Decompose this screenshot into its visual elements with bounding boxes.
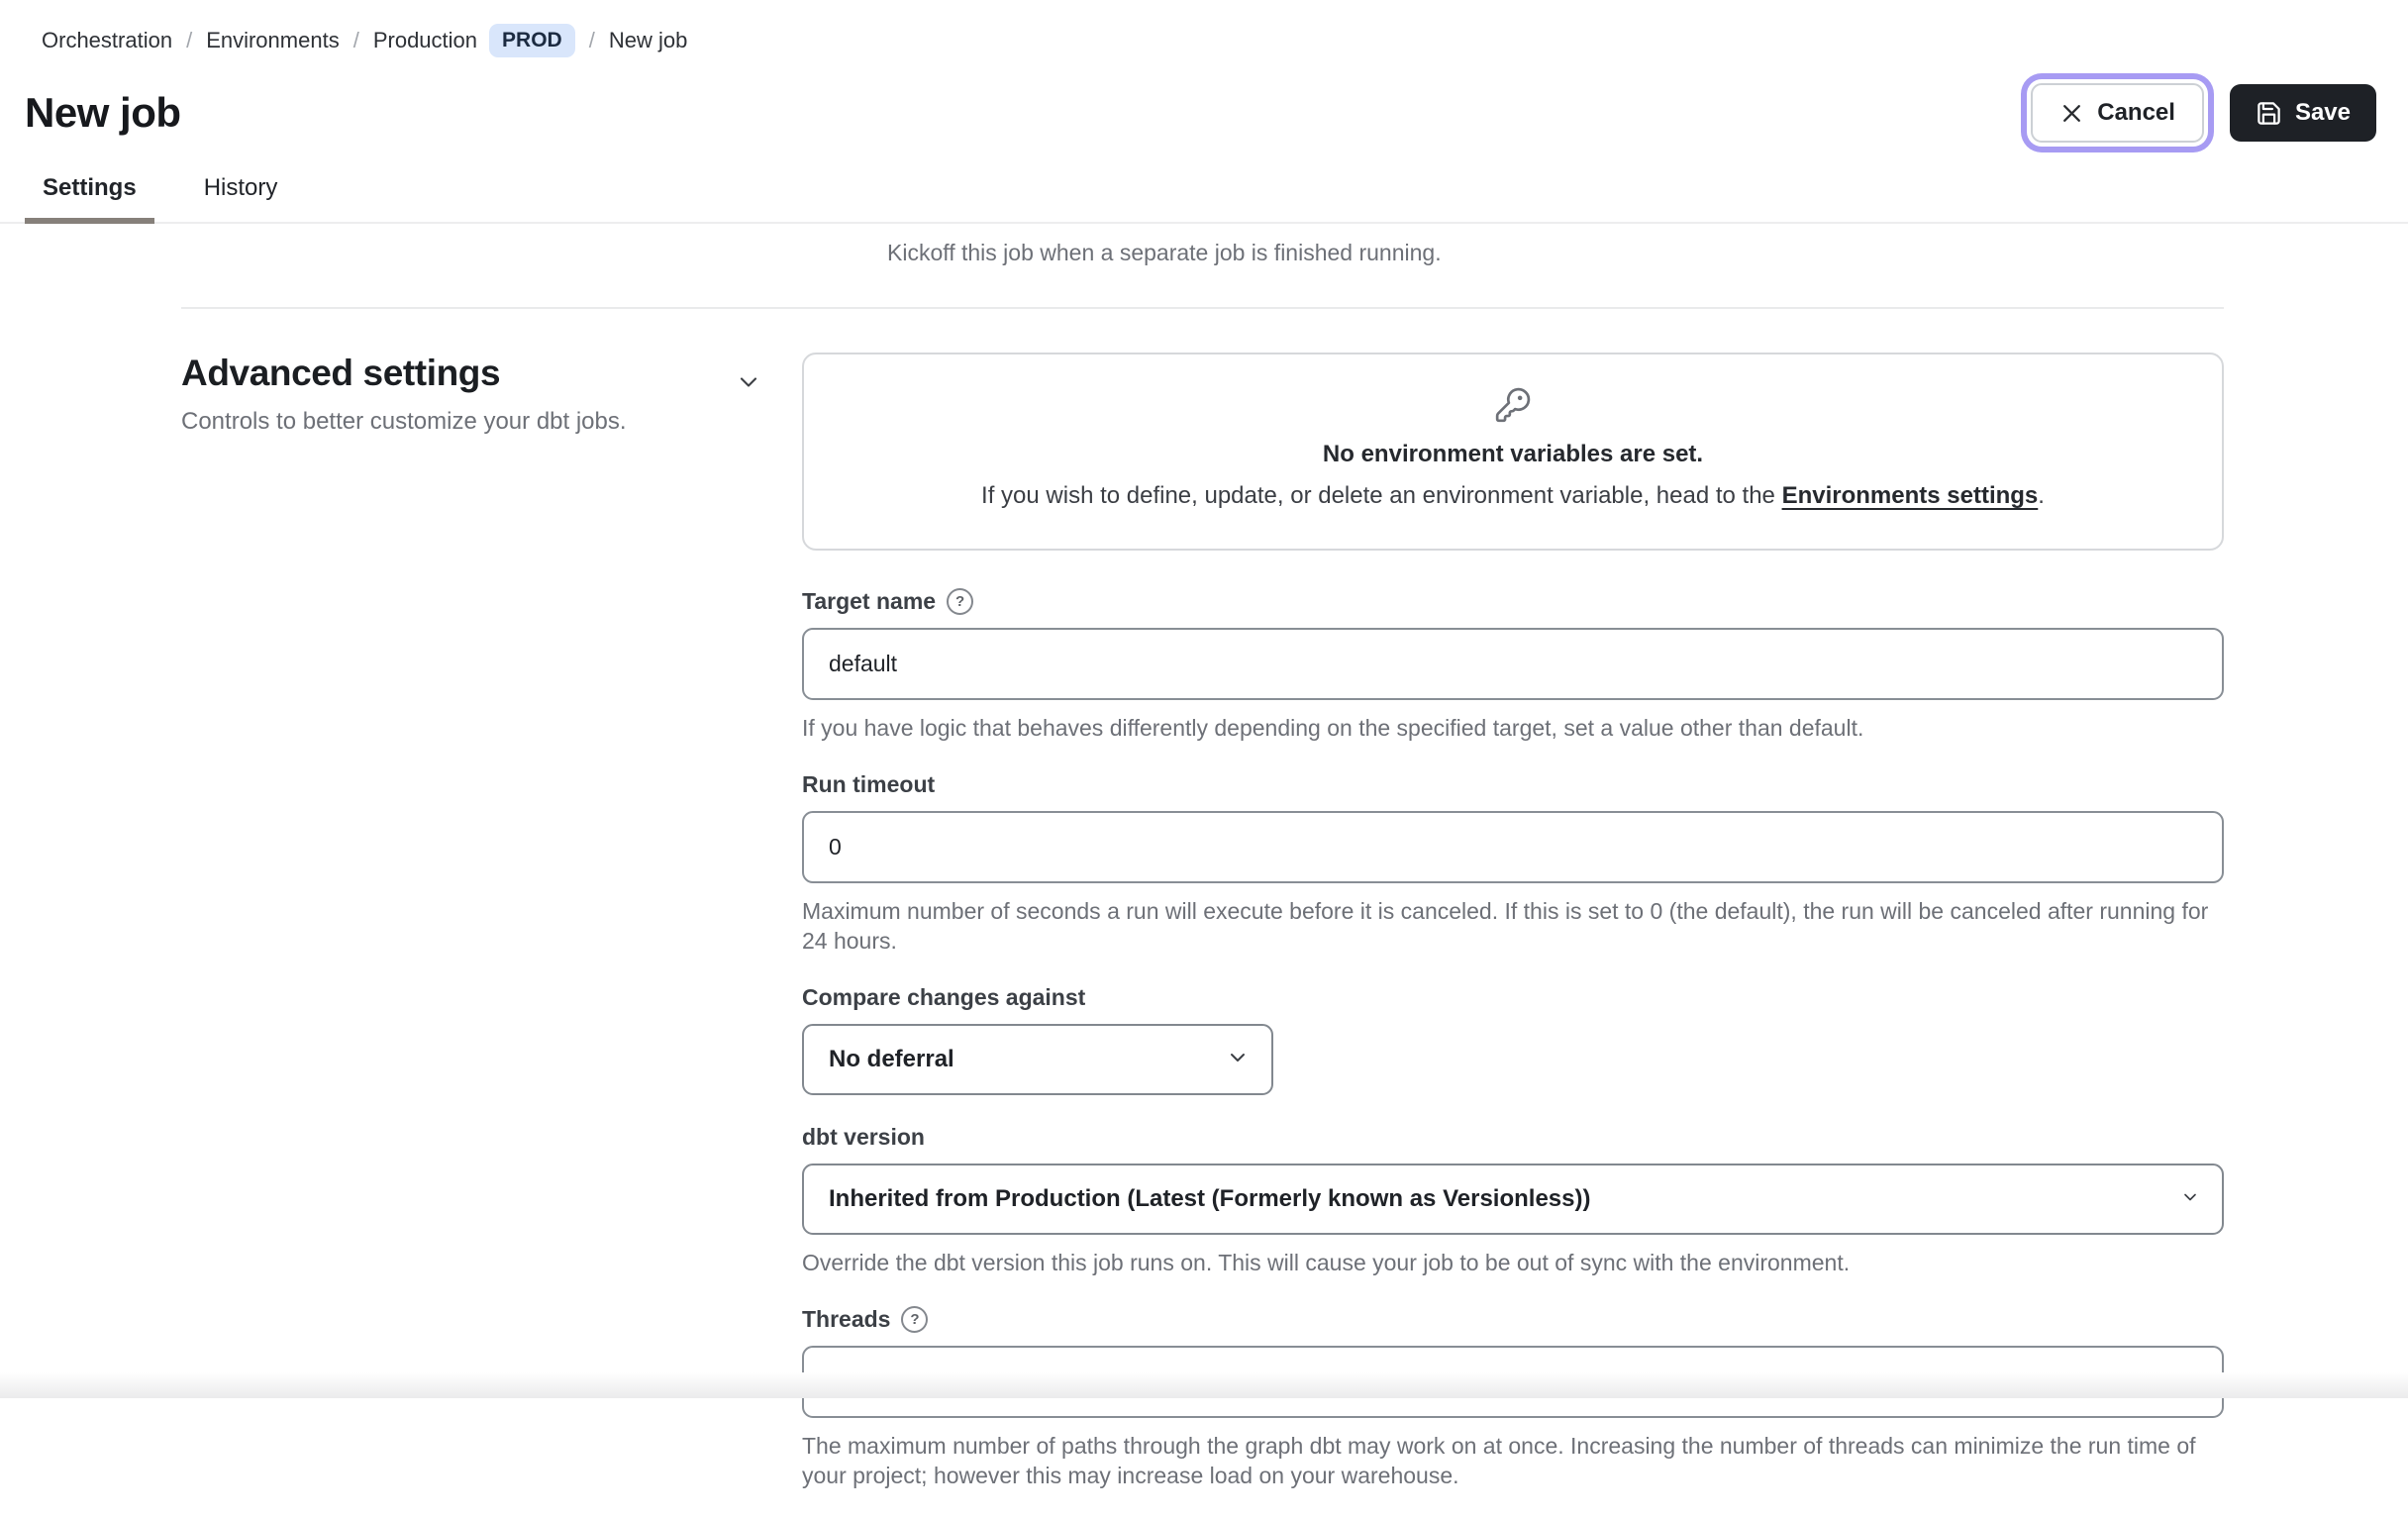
advanced-settings-fields: [802, 353, 2224, 1519]
compare-changes-label: Compare changes against: [802, 984, 1086, 1010]
compare-changes-value: No deferral: [829, 1046, 954, 1072]
threads-help-text: The maximum number of paths through the graph dbt may work on at once. Increasing the number of threads can minimize the run time of your project; however this may increase load on your warehouse.: [802, 1433, 2196, 1488]
field-threads: [802, 1306, 2224, 1490]
advanced-settings-section: [0, 353, 2408, 1519]
help-icon[interactable]: ?: [901, 1306, 928, 1333]
cancel-button-label: Cancel: [2097, 99, 2175, 126]
threads-label: Threads: [802, 1306, 891, 1332]
run-timeout-input[interactable]: [802, 811, 2224, 883]
header-actions: [2031, 83, 2376, 143]
tab-settings-label: Settings: [43, 174, 137, 201]
page-header: [0, 83, 2408, 143]
target-name-input[interactable]: [802, 628, 2224, 700]
env-vars-empty-title: No environment variables are set.: [1322, 441, 1704, 467]
run-timeout-help-text: Maximum number of seconds a run will execute before it is canceled. If this is set to 0 (the default), the run will be canceled after running for 24 hours.: [802, 898, 2209, 954]
breadcrumb-new-job: New job: [608, 28, 688, 52]
advanced-settings-header: [181, 353, 802, 1519]
environments-settings-link[interactable]: Environments settings: [1781, 482, 2039, 509]
breadcrumb-production[interactable]: Production: [372, 28, 478, 52]
breadcrumb-orchestration[interactable]: Orchestration: [42, 28, 173, 52]
cancel-button[interactable]: [2031, 83, 2204, 143]
env-vars-message-prefix: If you wish to define, update, or delete an environment variable, head to the: [981, 482, 1782, 509]
target-name-help-text: If you have logic that behaves differently depending on the specified target, set a value other than default.: [802, 715, 1864, 741]
page-title: New job: [25, 89, 181, 136]
advanced-settings-description: Controls to better customize your dbt jobs.: [181, 408, 627, 435]
chevron-down-icon: [2180, 1187, 2200, 1212]
dbt-version-label: dbt version: [802, 1124, 925, 1150]
key-icon: [1494, 411, 1532, 428]
save-button-label: Save: [2294, 99, 2351, 126]
field-target-name: [802, 588, 2224, 743]
compare-changes-select[interactable]: [802, 1024, 1273, 1095]
tab-history[interactable]: [186, 174, 296, 222]
tab-history-label: History: [203, 174, 278, 201]
settings-content: [0, 238, 2408, 1519]
tab-bar: [0, 174, 2408, 224]
dbt-version-help-text: Override the dbt version this job runs on. This will cause your job to be out of sync with the environment.: [802, 1250, 1851, 1275]
dbt-version-select[interactable]: [802, 1164, 2224, 1235]
kickoff-hint-text: Kickoff this job when a separate job is finished running.: [887, 240, 1442, 265]
target-name-label: Target name: [802, 588, 937, 614]
run-timeout-label: Run timeout: [802, 771, 936, 797]
close-icon: [2059, 101, 2084, 126]
chevron-down-icon: [1226, 1046, 1250, 1074]
help-icon[interactable]: ?: [947, 588, 973, 615]
dbt-version-value: Inherited from Production (Latest (Formerly known as Versionless)): [829, 1185, 1591, 1212]
env-vars-empty-message: [834, 480, 2192, 511]
breadcrumb-separator: /: [186, 28, 193, 52]
env-vars-empty-state: [802, 353, 2224, 551]
field-compare-changes: [802, 984, 2224, 1095]
tab-settings[interactable]: [25, 174, 154, 222]
chevron-down-icon[interactable]: [735, 368, 762, 401]
prod-badge: PROD: [489, 24, 575, 57]
breadcrumb-environments[interactable]: Environments: [206, 28, 340, 52]
breadcrumb-separator: /: [352, 28, 359, 52]
save-icon: [2256, 100, 2282, 127]
advanced-settings-title: Advanced settings: [181, 353, 501, 393]
breadcrumb-separator: /: [588, 28, 595, 52]
field-dbt-version: [802, 1124, 2224, 1277]
save-button[interactable]: [2230, 84, 2376, 142]
section-divider: [181, 307, 2224, 309]
breadcrumb: [0, 0, 2408, 57]
threads-input[interactable]: [802, 1346, 2224, 1418]
env-vars-message-suffix: .: [2038, 482, 2045, 509]
field-run-timeout: [802, 771, 2224, 956]
